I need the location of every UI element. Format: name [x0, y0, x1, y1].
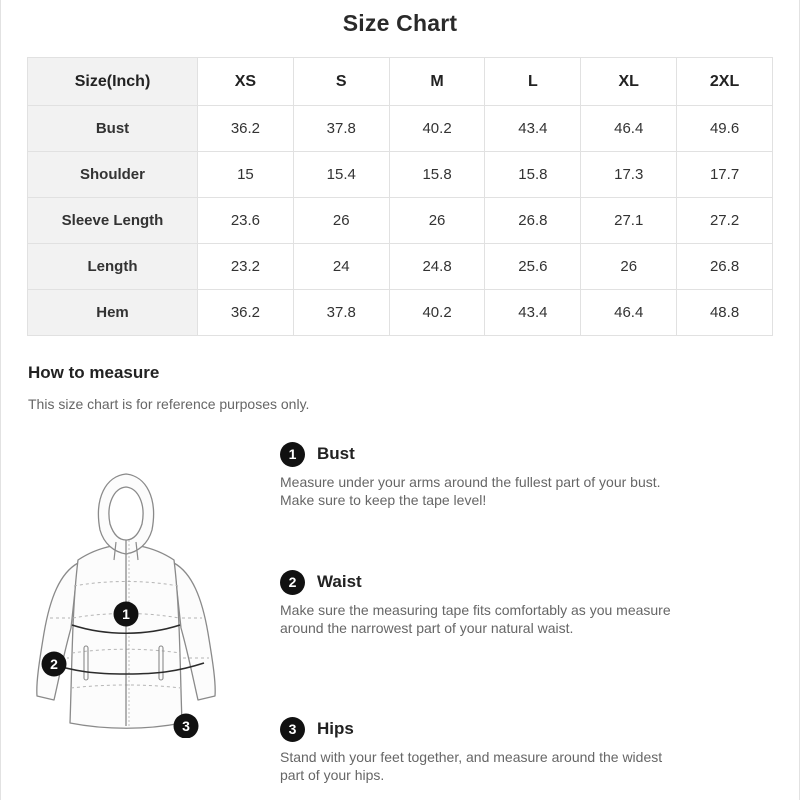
size-header-xs: XS	[198, 58, 294, 106]
size-header-xl: XL	[581, 58, 677, 106]
table-cell: 15.8	[389, 152, 485, 198]
hood-opening	[109, 487, 143, 540]
table-cell: 36.2	[198, 290, 294, 336]
step-number-2-icon: 2	[280, 570, 305, 595]
table-cell: 23.6	[198, 198, 294, 244]
table-cell: 36.2	[198, 106, 294, 152]
table-header-row	[28, 58, 773, 106]
marker-2-icon	[42, 652, 67, 677]
table-cell: 26	[581, 244, 677, 290]
step-number-1-icon: 1	[280, 442, 305, 467]
table-cell: 25.6	[485, 244, 581, 290]
table-cell: 15.8	[485, 152, 581, 198]
size-header-m: M	[389, 58, 485, 106]
step-description: Stand with your feet together, and measure around the widest part of your hips.	[280, 749, 663, 783]
marker-3-icon	[174, 714, 199, 739]
reference-note: This size chart is for reference purposes only.	[28, 396, 310, 412]
svg-text:1: 1	[122, 606, 130, 622]
row-label: Length	[28, 244, 198, 290]
row-label: Shoulder	[28, 152, 198, 198]
table-cell: 40.2	[389, 106, 485, 152]
step-title: Bust	[317, 444, 355, 463]
table-row-bust	[28, 106, 773, 152]
row-label: Hem	[28, 290, 198, 336]
row-label: Bust	[28, 106, 198, 152]
step-number-3-icon: 3	[280, 717, 305, 742]
row-label: Sleeve Length	[28, 198, 198, 244]
table-row-sleeve-length	[28, 198, 773, 244]
table-row-hem	[28, 290, 773, 336]
page-title: Size Chart	[342, 10, 458, 36]
table-cell: 46.4	[581, 106, 677, 152]
table-row-shoulder	[28, 152, 773, 198]
marker-1-icon	[114, 602, 139, 627]
table-cell: 37.8	[293, 290, 389, 336]
step-description: Measure under your arms around the fullest part of your bust. Make sure to keep the tape level!	[280, 474, 661, 508]
table-cell: 43.4	[485, 290, 581, 336]
table-cell: 24	[293, 244, 389, 290]
step-title: Hips	[317, 719, 354, 738]
table-corner-header: Size(Inch)	[28, 58, 198, 106]
table-cell: 15	[198, 152, 294, 198]
jacket-illustration	[26, 468, 226, 738]
left-border	[0, 0, 1, 800]
size-header-2xl: 2XL	[677, 58, 773, 106]
measure-step-hips	[280, 716, 700, 784]
measure-step-waist	[280, 569, 700, 637]
table-cell: 26.8	[485, 198, 581, 244]
step-description: Make sure the measuring tape fits comfortably as you measure around the narrowest part of your natural waist.	[280, 602, 671, 636]
table-cell: 17.7	[677, 152, 773, 198]
size-header-l: L	[485, 58, 581, 106]
table-cell: 27.1	[581, 198, 677, 244]
table-cell: 37.8	[293, 106, 389, 152]
table-cell: 48.8	[677, 290, 773, 336]
step-title: Waist	[317, 572, 362, 591]
table-cell: 26	[389, 198, 485, 244]
svg-text:3: 3	[182, 718, 190, 734]
table-cell: 17.3	[581, 152, 677, 198]
measure-step-bust	[280, 441, 700, 509]
table-cell: 43.4	[485, 106, 581, 152]
table-cell: 26	[293, 198, 389, 244]
table-cell: 49.6	[677, 106, 773, 152]
size-chart-table	[27, 57, 773, 336]
table-row-length	[28, 244, 773, 290]
table-cell: 26.8	[677, 244, 773, 290]
table-cell: 40.2	[389, 290, 485, 336]
table-cell: 46.4	[581, 290, 677, 336]
svg-text:2: 2	[50, 656, 58, 672]
how-to-measure-heading: How to measure	[28, 363, 160, 382]
size-header-s: S	[293, 58, 389, 106]
table-cell: 23.2	[198, 244, 294, 290]
table-cell: 15.4	[293, 152, 389, 198]
table-cell: 27.2	[677, 198, 773, 244]
table-cell: 24.8	[389, 244, 485, 290]
